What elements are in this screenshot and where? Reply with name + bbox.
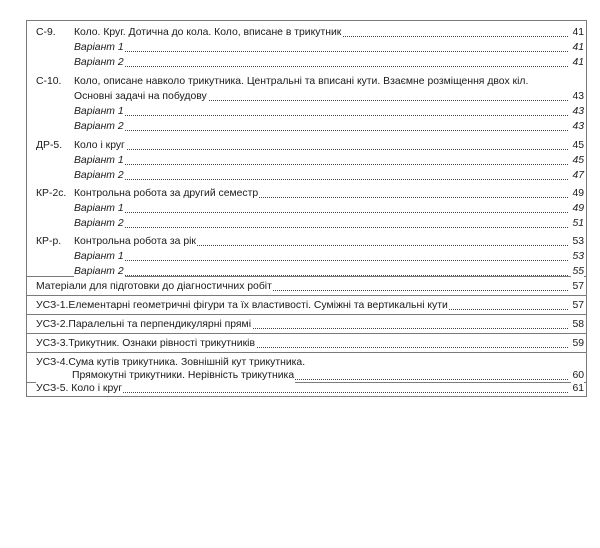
variant-label: Варіант 1 xyxy=(74,251,124,262)
entry-title: Контрольна робота за рік xyxy=(74,236,196,247)
dot-leader xyxy=(74,66,568,67)
entry-title: УСЗ-5. Коло і круг xyxy=(36,383,123,394)
entry-code: КР-2с. xyxy=(36,188,67,199)
entry-page: 59 xyxy=(572,338,584,349)
variant-label: Варіант 1 xyxy=(74,203,124,214)
entry-page: 45 xyxy=(572,140,584,151)
toc-entry-kr2s[interactable] xyxy=(36,186,584,201)
dot-leader xyxy=(74,227,568,228)
entry-page: 61 xyxy=(572,383,584,394)
entry-title: УСЗ-2.Паралельні та перпендикулярні прямі xyxy=(36,319,252,330)
variant-label: Варіант 1 xyxy=(74,42,124,53)
entry-title-continued: Основні задачі на побудову xyxy=(74,91,207,102)
toc-entry-usz5[interactable] xyxy=(36,382,584,396)
dot-leader xyxy=(74,179,568,180)
entry-title: Коло, описане навколо трикутника. Центральні та вписані кути. Взаємне розміщення двох кіл. xyxy=(74,76,529,87)
toc-entry-usz4-line2[interactable] xyxy=(36,368,584,383)
section-divider xyxy=(26,333,587,334)
variant-page: 41 xyxy=(572,42,584,53)
entry-title: Коло. Круг. Дотична до кола. Коло, вписане в трикутник xyxy=(74,27,342,38)
entry-page: 57 xyxy=(572,281,584,292)
toc-entry-c10-line2[interactable] xyxy=(36,89,584,104)
dot-leader xyxy=(74,212,568,213)
toc-entry-c9-variant1[interactable] xyxy=(36,40,584,55)
section-divider xyxy=(26,314,587,315)
variant-page: 43 xyxy=(572,106,584,117)
entry-page: 57 xyxy=(572,300,584,311)
toc-entry-c9-variant2[interactable] xyxy=(36,55,584,70)
variant-page: 49 xyxy=(572,203,584,214)
variant-label: Варіант 2 xyxy=(74,121,124,132)
toc-entry-kr2s-variant1[interactable] xyxy=(36,201,584,216)
entry-title-continued: Прямокутні трикутники. Нерівність трикутника xyxy=(72,370,295,381)
entry-page: 41 xyxy=(572,27,584,38)
toc-entry-c10-variant1[interactable] xyxy=(36,104,584,119)
section-divider xyxy=(26,352,587,353)
entry-page: 60 xyxy=(572,370,584,381)
toc-entry-dr5[interactable] xyxy=(36,138,584,153)
entry-code: ДР-5. xyxy=(36,140,63,151)
variant-label: Варіант 1 xyxy=(74,106,124,117)
toc-entry-materials[interactable] xyxy=(36,279,584,294)
entry-title: УСЗ-3.Трикутник. Ознаки рівності трикутників xyxy=(36,338,255,349)
variant-label: Варіант 2 xyxy=(74,57,124,68)
variant-label: Варіант 2 xyxy=(74,266,124,277)
variant-page: 43 xyxy=(572,121,584,132)
entry-page: 43 xyxy=(572,91,584,102)
entry-code: С-9. xyxy=(36,27,56,38)
entry-title: УСЗ-1.Елементарні геометричні фігури та їх властивості. Суміжні та вертикальні кути xyxy=(36,300,448,311)
entry-page: 53 xyxy=(572,236,584,247)
variant-label: Варіант 1 xyxy=(74,155,124,166)
toc-entry-dr5-variant2[interactable] xyxy=(36,168,584,183)
variant-label: Варіант 2 xyxy=(74,170,124,181)
dot-leader xyxy=(74,260,568,261)
variant-page: 41 xyxy=(572,57,584,68)
entry-title: Коло і круг xyxy=(74,140,125,151)
entry-code: С-10. xyxy=(36,76,62,87)
toc-entry-c10-variant2[interactable] xyxy=(36,119,584,134)
entry-title: УСЗ-4.Сума кутів трикутника. Зовнішній кут трикутника. xyxy=(36,357,306,368)
dot-leader xyxy=(74,51,568,52)
variant-page: 45 xyxy=(572,155,584,166)
toc-entry-krr-variant1[interactable] xyxy=(36,249,584,264)
dot-leader xyxy=(74,115,568,116)
entry-page: 58 xyxy=(572,319,584,330)
entry-title: Матеріали для підготовки до діагностичних робіт xyxy=(36,281,272,292)
variant-page: 55 xyxy=(572,266,584,277)
dot-leader xyxy=(74,149,568,150)
toc-entry-usz2[interactable] xyxy=(36,317,584,332)
toc-entry-krr[interactable] xyxy=(36,234,584,249)
dot-leader xyxy=(74,164,568,165)
toc-entry-dr5-variant1[interactable] xyxy=(36,153,584,168)
entry-code: КР-р. xyxy=(36,236,62,247)
variant-label: Варіант 2 xyxy=(74,218,124,229)
toc-entry-usz3[interactable] xyxy=(36,336,584,351)
toc-entry-c9[interactable] xyxy=(36,25,584,40)
toc-entry-c10-line1[interactable] xyxy=(36,74,584,89)
variant-page: 51 xyxy=(572,218,584,229)
variant-page: 47 xyxy=(572,170,584,181)
toc-entry-kr2s-variant2[interactable] xyxy=(36,216,584,231)
dot-leader xyxy=(74,130,568,131)
entry-title: Контрольна робота за другий семестр xyxy=(74,188,259,199)
toc-entry-usz1[interactable] xyxy=(36,298,584,313)
entry-page: 49 xyxy=(572,188,584,199)
variant-page: 53 xyxy=(572,251,584,262)
dot-leader xyxy=(74,275,568,276)
section-divider xyxy=(26,295,587,296)
